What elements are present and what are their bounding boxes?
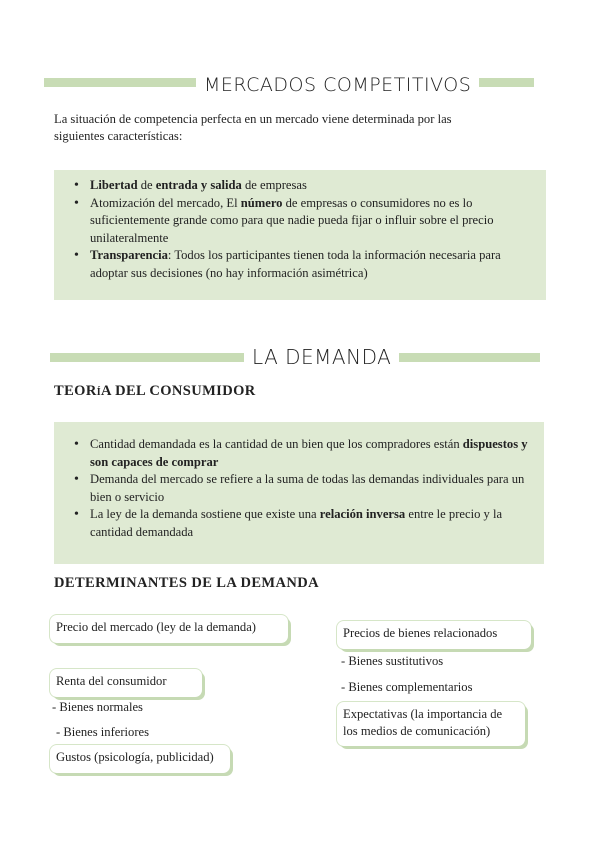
list-item xyxy=(54,247,540,282)
characteristics-box xyxy=(54,170,546,300)
text: de empresas xyxy=(241,178,307,192)
list-item xyxy=(54,195,540,248)
bold-text: Libertad xyxy=(90,178,138,192)
determinant-gustos: Gustos (psicología, publicidad) xyxy=(50,745,230,773)
list-item xyxy=(54,506,538,541)
section-title-demanda: LA DEMANDA xyxy=(244,345,399,369)
renta-sub-inferiores: - Bienes inferiores xyxy=(56,725,150,739)
bold-text: entrada y salida xyxy=(155,178,242,192)
renta-sub-normales: - Bienes normales xyxy=(52,700,143,714)
text: de xyxy=(137,178,156,192)
bold-text: dispuestos y son capaces de comprar xyxy=(90,437,528,469)
text: La ley de la demanda sostiene que existe una xyxy=(90,507,320,521)
intro-line-1: La situación de competencia perfecta en un mercado viene determinada por las xyxy=(54,112,452,126)
text: de empresas o consumidores no es lo suficientemente grande como para que nadie pueda fijar o influir sobre el precio unilateralmente xyxy=(90,195,494,245)
list-item xyxy=(54,436,538,471)
determinant-precio: Precio del mercado (ley de la demanda) xyxy=(50,615,288,643)
determinant-renta: Renta del consumidor xyxy=(50,669,202,697)
text: Atomización del mercado, El xyxy=(90,195,241,210)
section-title-mercados: MERCADOS COMPETITIVOS xyxy=(196,74,479,96)
list-item xyxy=(54,471,538,506)
text: entre le precio y la cantidad demandada xyxy=(90,507,503,539)
list-item xyxy=(54,177,540,195)
text: : Todos los participantes tienen toda la información necesaria para adoptar sus decisiones (no hay información asimétrica) xyxy=(90,248,501,280)
relacionados-sub-complementarios: - Bienes complementarios xyxy=(341,680,473,694)
determinant-relacionados: Precios de bienes relacionados xyxy=(337,621,531,649)
bold-text: número xyxy=(240,195,283,210)
text: Demanda del mercado se refiere a la suma de todas las demandas individuales para un bien o servicio xyxy=(90,472,525,504)
heading-teoria-consumidor: TEORíA DEL CONSUMIDOR xyxy=(54,383,256,399)
text: Cantidad demandada es la cantidad de un bien que los compradores están xyxy=(90,437,463,451)
determinant-expectativas: Expectativas (la importancia de los medios de comunicación) xyxy=(337,702,525,746)
heading-determinantes: DETERMINANTES DE LA DEMANDA xyxy=(54,575,319,591)
bold-text: Transparencia xyxy=(90,248,168,262)
demand-box xyxy=(54,422,544,564)
relacionados-sub-sustitutivos: - Bienes sustitutivos xyxy=(341,654,444,668)
bold-text: relación inversa xyxy=(319,507,406,521)
intro-line-2: siguientes características: xyxy=(54,129,183,143)
